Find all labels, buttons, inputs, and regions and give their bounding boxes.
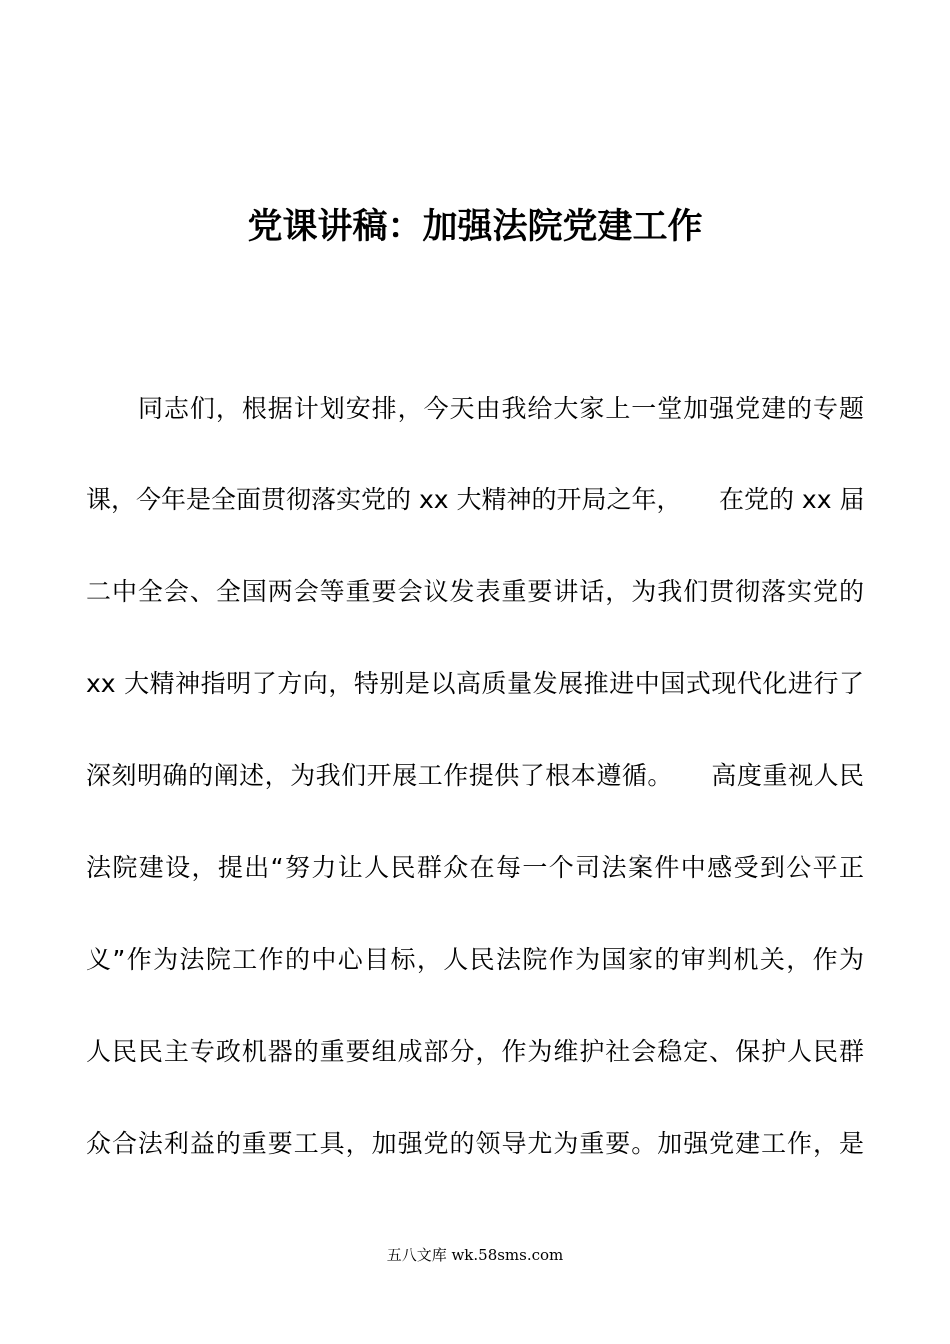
- body-line: 义”作为法院工作的中心目标，人民法院作为国家的审判机关，作为: [86, 945, 864, 974]
- document-title: 党课讲稿：加强法院党建工作: [247, 207, 703, 247]
- body-line: 法院建设，提出“努力让人民群众在每一个司法案件中感受到公平正: [86, 853, 864, 882]
- body-line: 二中全会、全国两会等重要会议发表重要讲话，为我们贯彻落实党的: [86, 577, 864, 606]
- body-line: 人民民主专政机器的重要组成部分，作为维护社会稳定、保护人民群: [86, 1037, 864, 1066]
- body-line: 众合法利益的重要工具，加强党的领导尤为重要。加强党建工作，是: [86, 1129, 864, 1158]
- body-line: xx 大精神指明了方向，特别是以高质量发展推进中国式现代化进行了: [86, 669, 864, 698]
- body-line: 同志们，根据计划安排，今天由我给大家上一堂加强党建的专题: [138, 394, 864, 423]
- footer-watermark: 五八文库 wk.58sms.com: [386, 1246, 564, 1264]
- body-line: 课，今年是全面贯彻落实党的 xx 大精神的开局之年， 在党的 xx 届: [86, 485, 865, 514]
- body-line: 深刻明确的阐述，为我们开展工作提供了根本遵循。 高度重视人民: [86, 761, 864, 790]
